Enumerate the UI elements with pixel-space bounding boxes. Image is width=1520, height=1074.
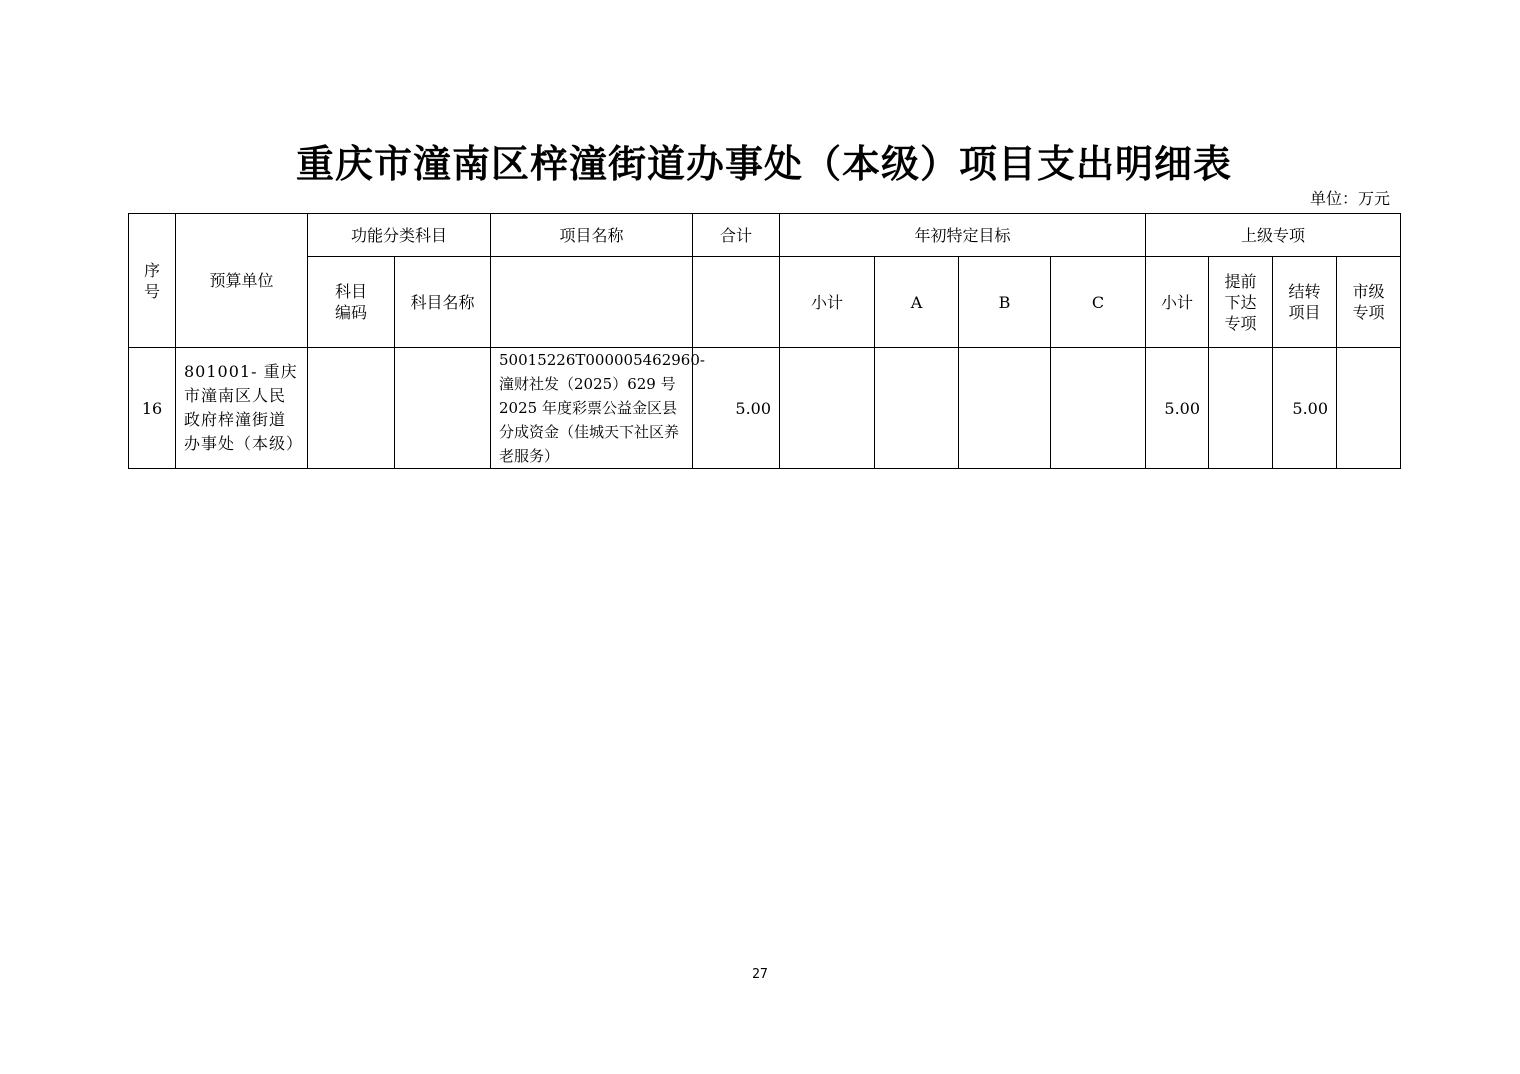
header-total: 合计 xyxy=(693,214,780,257)
header-carryover: 结转 项目 xyxy=(1273,257,1337,348)
header-seq: 序 号 xyxy=(129,214,176,348)
cell-project-name: 50015226T000005462960-潼财社发（2025）629 号 2025 年度彩票公益金区县分成资金（佳城天下社区养老服务） xyxy=(491,348,693,469)
header-sup-subtotal: 小计 xyxy=(1146,257,1209,348)
cell-budget-unit: 801001- 重庆市潼南区人民政府梓潼街道办事处（本级） xyxy=(176,348,308,469)
page-title: 重庆市潼南区梓潼街道办事处（本级）项目支出明细表 xyxy=(295,141,1232,186)
header-project-name-blank xyxy=(491,257,693,348)
header-advance: 提前 下达 专项 xyxy=(1209,257,1273,348)
project-expenditure-table xyxy=(128,213,1401,469)
cell-b xyxy=(959,348,1051,469)
cell-sup-subtotal: 5.00 xyxy=(1146,348,1209,469)
cell-carryover: 5.00 xyxy=(1273,348,1337,469)
cell-subject-code xyxy=(308,348,395,469)
cell-total: 5.00 xyxy=(693,348,780,469)
header-total-blank xyxy=(693,257,780,348)
header-project-name: 项目名称 xyxy=(491,214,693,257)
header-row-2 xyxy=(129,257,1401,348)
header-city-special: 市级 专项 xyxy=(1337,257,1401,348)
header-superior-special: 上级专项 xyxy=(1146,214,1401,257)
header-target-subtotal: 小计 xyxy=(780,257,875,348)
cell-target-subtotal xyxy=(780,348,875,469)
table-row xyxy=(129,348,1401,469)
header-subject-name: 科目名称 xyxy=(395,257,491,348)
header-b: B xyxy=(959,257,1051,348)
header-func-class: 功能分类科目 xyxy=(308,214,491,257)
header-subject-code: 科目 编码 xyxy=(308,257,395,348)
header-c: C xyxy=(1051,257,1146,348)
header-budget-unit: 预算单位 xyxy=(176,214,308,348)
page-number: 27 xyxy=(752,967,768,982)
header-a: A xyxy=(875,257,959,348)
header-row-1 xyxy=(129,214,1401,257)
cell-advance xyxy=(1209,348,1273,469)
cell-c xyxy=(1051,348,1146,469)
header-annual-targets: 年初特定目标 xyxy=(780,214,1146,257)
cell-seq: 16 xyxy=(129,348,176,469)
unit-label: 单位：万元 xyxy=(1309,189,1390,208)
cell-city-special xyxy=(1337,348,1401,469)
cell-a xyxy=(875,348,959,469)
cell-subject-name xyxy=(395,348,491,469)
